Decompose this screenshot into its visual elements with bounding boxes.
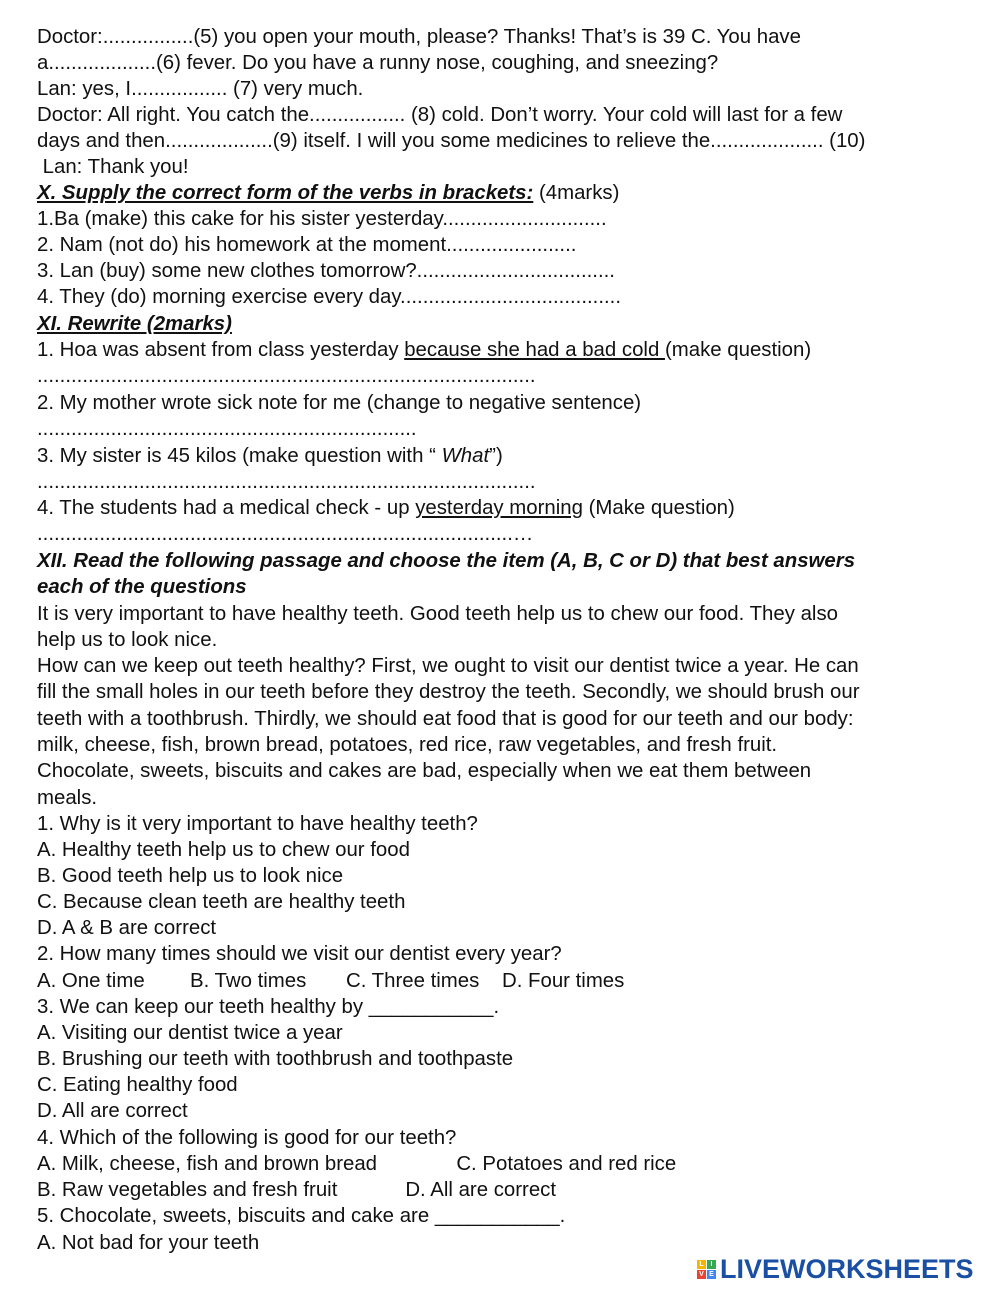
question-line: 5. Chocolate, sweets, biscuits and cake are ___________.: [37, 1205, 566, 1227]
q1-underlined: because she had a bad cold: [404, 339, 665, 361]
question-line: A. Healthy teeth help us to chew our food: [37, 839, 410, 861]
logo-block: V: [697, 1270, 706, 1279]
logo-block: E: [707, 1270, 716, 1279]
section-xi-question-3: [37, 443, 503, 469]
passage-line: milk, cheese, fish, brown bread, potatoes, red rice, raw vegetables, and fresh fruit.: [37, 734, 778, 756]
answer-dots-1: ........................................................................................: [37, 365, 536, 387]
dialogue-line-2: a...................(6) fever. Do you have a runny nose, coughing, and sneezing?: [37, 52, 719, 74]
logo-block: I: [707, 1260, 716, 1269]
question-line: B. Good teeth help us to look nice: [37, 865, 344, 887]
section-x-item: 2. Nam (not do) his homework at the moment.......................: [37, 234, 577, 256]
question-line: D. A & B are correct: [37, 917, 217, 939]
passage-line: teeth with a toothbrush. Thirdly, we should eat food that is good for our teeth and our body:: [37, 708, 854, 730]
section-x-marks: (4marks): [533, 182, 620, 204]
dialogue-line-3: Lan: yes, I................. (7) very much.: [37, 78, 364, 100]
question-line: 4. Which of the following is good for our teeth?: [37, 1127, 457, 1149]
question-line: B. Brushing our teeth with toothbrush and toothpaste: [37, 1048, 514, 1070]
section-xi-title: XI. Rewrite (2marks): [37, 313, 232, 335]
passage-line: help us to look nice.: [37, 629, 218, 651]
section-x-title: X. Supply the correct form of the verbs in brackets:: [37, 182, 534, 204]
question-line: 2. How many times should we visit our dentist every year?: [37, 943, 562, 965]
question-line: B. Raw vegetables and fresh fruit D. All are correct: [37, 1179, 557, 1201]
q3-close: ”): [489, 445, 503, 467]
q1-instruction: (make question): [664, 339, 812, 361]
q3-text: 3. My sister is 45 kilos (make question with “: [37, 445, 442, 467]
q3-italic: What: [441, 445, 490, 467]
liveworksheets-logo[interactable]: [697, 1254, 974, 1284]
logo-text: LIVEWORKSHEETS: [720, 1253, 974, 1284]
dialogue-line-1: Doctor:................(5) you open your mouth, please? Thanks! That’s is 39 C. You have: [37, 26, 801, 48]
passage-line: It is very important to have healthy teeth. Good teeth help us to chew our food. They also: [37, 603, 838, 625]
logo-block: L: [697, 1260, 706, 1269]
q4-instruction: (Make question): [582, 497, 735, 519]
question-line: A. Not bad for your teeth: [37, 1232, 260, 1254]
section-x-item: 3. Lan (buy) some new clothes tomorrow?...................................: [37, 260, 615, 282]
question-line: 3. We can keep our teeth healthy by ___________.: [37, 996, 500, 1018]
question-line: A. Milk, cheese, fish and brown bread C. Potatoes and red rice: [37, 1153, 677, 1175]
section-x-heading: [37, 180, 619, 206]
logo-blocks-icon: [697, 1260, 716, 1279]
answer-dots-3: ........................................................................................: [37, 471, 536, 493]
section-x-item: 4. They (do) morning exercise every day.......................................: [37, 286, 621, 308]
section-xi-question-4: [37, 495, 735, 521]
question-line: 1. Why is it very important to have healthy teeth?: [37, 813, 478, 835]
answer-dots-2: ...................................................................: [37, 418, 417, 440]
q4-underlined: yesterday morning: [415, 497, 583, 519]
section-xi-question-2: 2. My mother wrote sick note for me (change to negative sentence): [37, 392, 642, 414]
passage-line: Chocolate, sweets, biscuits and cakes are bad, especially when we eat them between: [37, 760, 812, 782]
section-xii-title-1: XII. Read the following passage and choose the item (A, B, C or D) that best answers: [37, 550, 856, 572]
passage-line: How can we keep out teeth healthy? First, we ought to visit our dentist twice a year. He can: [37, 655, 859, 677]
section-x-item: 1.Ba (make) this cake for his sister yesterday.............................: [37, 208, 607, 230]
question-line: A. One time B. Two times C. Three times D. Four times: [37, 970, 625, 992]
question-line: C. Because clean teeth are healthy teeth: [37, 891, 406, 913]
dialogue-line-6: Lan: Thank you!: [37, 156, 189, 178]
answer-dots-4: ....................................................................................…: [37, 523, 534, 545]
q1-text: 1. Hoa was absent from class yesterday: [37, 339, 405, 361]
passage-line: fill the small holes in our teeth before they destroy the teeth. Secondly, we should brush our: [37, 681, 860, 703]
section-xii-title-2: each of the questions: [37, 576, 247, 598]
passage-line: meals.: [37, 787, 98, 809]
dialogue-line-4: Doctor: All right. You catch the................. (8) cold. Don’t worry. Your cold will last for a few: [37, 104, 843, 126]
question-line: A. Visiting our dentist twice a year: [37, 1022, 343, 1044]
question-line: D. All are correct: [37, 1100, 188, 1122]
section-xi-question-1: [37, 337, 811, 363]
question-line: C. Eating healthy food: [37, 1074, 238, 1096]
dialogue-line-5: days and then...................(9) itself. I will you some medicines to relieve the.................... (10): [37, 130, 866, 152]
q4-text: 4. The students had a medical check - up: [37, 497, 416, 519]
